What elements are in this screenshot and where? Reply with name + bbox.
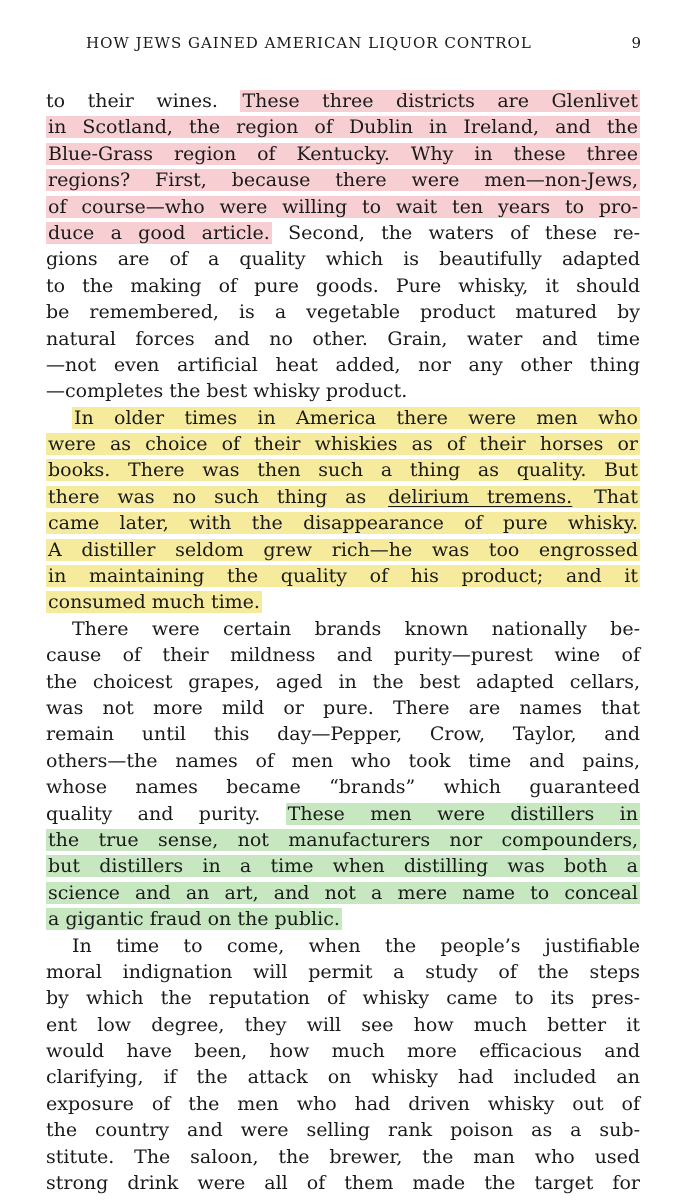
text-line xyxy=(46,1064,640,1090)
text-line xyxy=(46,959,640,985)
highlight-yellow: In older times in America there were men who xyxy=(74,406,638,429)
text-segment: clarifying, if the attack on whisky had included an xyxy=(46,1066,640,1089)
text-line xyxy=(46,378,640,404)
text-segment: be remembered, is a vegetable product matured by xyxy=(46,301,640,324)
highlight-yellow: That xyxy=(576,485,638,508)
text-line xyxy=(46,642,640,668)
text-segment: ent low degree, they will see how much better it xyxy=(46,1013,640,1036)
text-line xyxy=(46,1091,640,1117)
highlight-pink: duce a good article. xyxy=(48,221,270,244)
text-segment: quality and purity. xyxy=(46,802,286,825)
text-line xyxy=(46,326,640,352)
text-line xyxy=(46,114,640,140)
text-segment: cause of their mildness and purity—purest wine of xyxy=(46,644,640,667)
text-line xyxy=(46,299,640,325)
highlight-yellow: books. There was then such a thing as quality. But xyxy=(48,459,638,482)
text-line xyxy=(46,167,640,193)
text-segment: the country and were selling rank poison as a sub- xyxy=(46,1119,640,1142)
highlight-pink: of course—who were willing to wait ten years to pro- xyxy=(48,195,638,218)
text-segment: whose names became “brands” which guaranteed xyxy=(46,776,640,799)
text-line xyxy=(46,669,640,695)
text-line xyxy=(46,589,640,615)
text-line xyxy=(46,431,640,457)
highlight-yellow: there was no such thing as xyxy=(48,485,385,508)
text-line xyxy=(46,801,640,827)
body-text xyxy=(46,88,640,1196)
highlight-yellow: A distiller seldom grew rich—he was too engrossed xyxy=(48,538,638,561)
text-line xyxy=(46,853,640,879)
text-line xyxy=(46,616,640,642)
highlight-pink: regions? First, because there were men—non-Jews, xyxy=(48,169,638,192)
text-line xyxy=(46,88,640,114)
text-line xyxy=(46,273,640,299)
text-line xyxy=(46,194,640,220)
text-line xyxy=(46,246,640,272)
highlight-yellow: were as choice of their whiskies as of their horses or xyxy=(48,433,638,456)
text-line xyxy=(46,880,640,906)
text-line xyxy=(46,457,640,483)
text-segment: There were certain brands known nationally be- xyxy=(72,617,640,640)
text-segment: was not more mild or pure. There are names that xyxy=(46,696,640,719)
text-segment: others—the names of men who took time and pains, xyxy=(46,749,640,772)
text-line xyxy=(46,405,640,431)
text-segment: In time to come, when the people’s justifiable xyxy=(72,934,640,957)
highlight-green: These men were distillers in xyxy=(287,802,638,825)
text-line xyxy=(46,933,640,959)
text-line xyxy=(46,563,640,589)
text-segment: exposure of the men who had driven whisky out of xyxy=(46,1092,640,1115)
text-segment: the choicest grapes, aged in the best adapted cellars, xyxy=(46,670,640,693)
highlight-pink: Blue-Grass region of Kentucky. Why in these three xyxy=(48,142,638,165)
text-line xyxy=(46,1170,640,1196)
text-line xyxy=(46,695,640,721)
highlight-green: the true sense, not manufacturers nor compounders, xyxy=(48,828,638,851)
highlight-yellow: consumed much time. xyxy=(48,591,260,614)
text-segment: natural forces and no other. Grain, water and time xyxy=(46,327,640,350)
text-line xyxy=(46,1012,640,1038)
text-line xyxy=(46,721,640,747)
text-line xyxy=(46,141,640,167)
text-line xyxy=(46,985,640,1011)
text-segment: would have been, how much more efficacious and xyxy=(46,1040,640,1063)
text-segment: strong drink were all of them made the target for xyxy=(46,1172,640,1195)
text-line xyxy=(46,774,640,800)
text-segment: to their wines. xyxy=(46,90,241,112)
highlight-yellow: came later, with the disappearance of pure whisky. xyxy=(48,512,638,535)
text-segment: moral indignation will permit a study of the steps xyxy=(46,960,640,983)
highlight-pink: in Scotland, the region of Dublin in Ireland, and the xyxy=(48,116,638,139)
text-segment: to the making of pure goods. Pure whisky, it should xyxy=(46,274,640,297)
text-line xyxy=(46,1144,640,1170)
text-line xyxy=(46,1117,640,1143)
highlight-pink: These three districts are Glenlivet xyxy=(242,90,638,112)
text-line xyxy=(46,220,640,246)
text-line xyxy=(46,352,640,378)
text-line xyxy=(46,748,640,774)
text-line xyxy=(46,906,640,932)
highlight-green: but distillers in a time when distilling was both a xyxy=(48,855,638,878)
highlight-yellow: in maintaining the quality of his product; and it xyxy=(48,565,638,588)
text-segment: Second, the waters of these re- xyxy=(271,221,641,244)
text-line xyxy=(46,1038,640,1064)
text-line xyxy=(46,827,640,853)
running-title: HOW JEWS GAINED AMERICAN LIQUOR CONTROL xyxy=(86,34,532,52)
text-line xyxy=(46,484,640,510)
text-segment: —not even artificial heat added, nor any other thing xyxy=(46,353,640,376)
page-number: 9 xyxy=(631,34,642,52)
text-segment: remain until this day—Pepper, Crow, Taylor, and xyxy=(46,723,640,746)
text-segment: stitute. The saloon, the brewer, the man who used xyxy=(46,1145,640,1168)
text-line xyxy=(46,537,640,563)
highlight-green: science and an art, and not a mere name to conceal xyxy=(48,881,638,904)
text-segment: —completes the best whisky product. xyxy=(46,380,408,403)
text-segment: gions are of a quality which is beautifully adapted xyxy=(46,248,640,271)
text-line xyxy=(46,510,640,536)
running-header xyxy=(86,34,642,52)
highlight-green: a gigantic fraud on the public. xyxy=(48,908,340,931)
text-segment: by which the reputation of whisky came to its pres- xyxy=(46,987,640,1010)
highlight-yellow: delirium tremens. xyxy=(388,485,573,508)
